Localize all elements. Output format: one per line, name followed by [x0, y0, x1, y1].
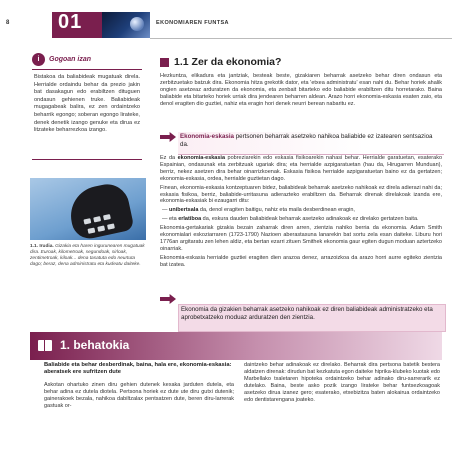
definition-box: Ekonomia da gizakien beharrak asetzeko nahikoak ez diren baliabideak administratzeko eta aprobetxatzeko moduaz arduratzen den zientzia.	[178, 304, 446, 332]
section-heading: 1.1 Zer da ekonomia?	[174, 56, 282, 68]
behatokia-lead: Baliabide eta behar desberdinak, baina, hala ere, ekonomia-eskasia: aberatsek ere sufritzen dute	[44, 362, 232, 376]
planet-image	[130, 17, 144, 31]
gogoan-izan-text: Bistakoa da baliabideak mugatuak direla. Herrialde ordaindu behar da prezio jakin bat dasakagun edo erabiltzen dituguen ondasun gehienen truke. Baliabideak mugagabeak balira, ez zen ordaintzeko beharrik egongo; soberan egongo lirateke, denek denetik izango genuke eta dirua ez litzateke beharrezkoa izango.	[32, 69, 142, 160]
body-paragraph: Ez da ekonomia-eskasia pobreziarekin edo eskasia fisikoarekin nahasi behar. Herrialde garatuetan, esaterako Espainian, ondasunak eta zerbitzuak ugariak dira; eta herrialde azpigaratuetan (hau da, Hirugarren Munduan), berriz, nekez asetzen dira behar oinarrizkoenak. Eskasia fisikoa herrialde azpigaratuetan baino ez da gertatzen; ekonomia-eskasia, ordea, herrialde guztietan dago.	[160, 155, 442, 182]
book-icon	[38, 340, 52, 351]
definition-term: Ekonomia-eskasia	[180, 133, 234, 140]
behatokia-column-1: Askotan ohartuko zinen diru gehien dutenek kexaka jarduten dutela, eta behar adina ez dutela diotela. Pertsona horiek ez dute ute diru gutxi dutenik; gainerakoek bezala, nahikoa dabiltzalax pentsatzen dute, beren diru-larrerak gastuak or-	[44, 382, 234, 409]
bullet-item: — eta erlatiboa da, eskura dauden baliabideak beharrak asetzeko adinakoak ez direlako gertatzen baita.	[162, 216, 419, 223]
body-paragraph: Ekonomia-eskasia herrialde guztiei eragiten dien arazoa denez, arrazoizkoa da arazo horri aurre egiteko zientzia bat izatea.	[160, 254, 442, 268]
header-rule	[150, 38, 452, 39]
chapter-number: 01	[58, 11, 83, 33]
chapter-photo	[102, 12, 150, 38]
caption-text: Gizakia eta haren ingurunearen mugatuak dira. Euroak, kilometroak, segundoak, sirloak, zentimetroak, kiloak... dena tasatuta edo neurtuta dago; beraz, dena administratu eta kudeatu daiteke.	[30, 244, 145, 267]
arrow-icon	[160, 132, 176, 142]
section-title	[160, 56, 281, 68]
behatokia-bar	[30, 332, 442, 360]
keyboard-glove-photo	[30, 178, 146, 240]
gogoan-izan-box	[32, 53, 142, 160]
definition-text: pertsonen beharrak asetzeko nahikoa baliabide ez izatearen sentsazioa da.	[180, 133, 433, 148]
gogoan-izan-label: Gogoan izan	[49, 56, 91, 63]
glove-image	[65, 180, 134, 240]
section-marker	[160, 58, 169, 67]
body-paragraph: Finean, ekonomia-eskasia kontzeptuaren bidez, baliabideak beharrak asetzeko nahikoak ez direla adierazi nahi da; eskasia fisikoa, berriz, baliabide-urritasuna adierazteko erabiltzen da. Beharrak direnak direlakoak izanda ere, ekonomia-eskasiak bi ezaugarri ditu:	[160, 184, 442, 205]
definition-highlight	[178, 132, 444, 155]
gogoan-izan-header	[32, 53, 142, 66]
info-icon: i	[32, 53, 45, 66]
photo-caption	[30, 244, 148, 268]
behatokia-column-2: daintzeko behar adinakoak ez direlako. Beharrak dira pertsona batetik bestera aldatzen direnak: dirudun bat kezkatuta egon daiteke hiprika-klubeko kuotak edo Marbellako txaletaren hipoteka ordaintzeko behar adinako diru-sarrerarik ez dutelako. Baina, beste asko pozik izango lirateke behar funtsezkoagoak asetzeko dirua izanez gero; esaterako, etxebizitza baten alokairua ordaintzeko edo dentistarengana joateko.	[244, 362, 440, 403]
chapter-title: EKONOMIAREN FUNTSA	[156, 20, 229, 26]
body-paragraph: Ekonomia-gertakariak gizakia bezain zaharrak diren arren, zientzia nahiko berria da ekonomia. Adam Smith ekonomialari eskoziarraren (1723-1790) Nazioen aberastasuna lanarekin bat sortu zela esan daiteke. Liburu hori 1776an argitaratu zen lehen aldiz, eta bertan ezarri zituen Smithek ekonomia gaur egiten dugun moduan aztertzeko oinarriak.	[160, 225, 442, 252]
page-number: 8	[6, 20, 10, 26]
caption-number: 1.1. Irudia.	[30, 244, 54, 249]
bullet-item: — unibertsala da, denol eragiten baitigu, nahiz eta maila desberdinean eragin,	[162, 207, 355, 214]
behatokia-title: 1. behatokia	[60, 338, 130, 352]
page-header	[0, 8, 452, 40]
intro-paragraph: Hezkuntza, elikadura eta jantziak, besteak beste, gizakiaren beharrak asetzeko behar diren ondasun eta zerbitzuetako batzuk dira. Ekonomia hitza grekotik dator, eta 'etxea administratu' esan nahi du. Behar horiek ahalik ongien asetzeaz arduratzen da ekonomia, eta zenbait bitarteko edo baliabide erabiltzen ditu horretarako. Baina baliabide eta bitarteko horiek urriak dira jendearen beharren aldean. Arazo horri ekonomia-eskasia esaten zaio, eta denol eragiten dio guztiei, nahiz eta eragin hori denek neurri berean nabaritu ez.	[160, 73, 442, 107]
